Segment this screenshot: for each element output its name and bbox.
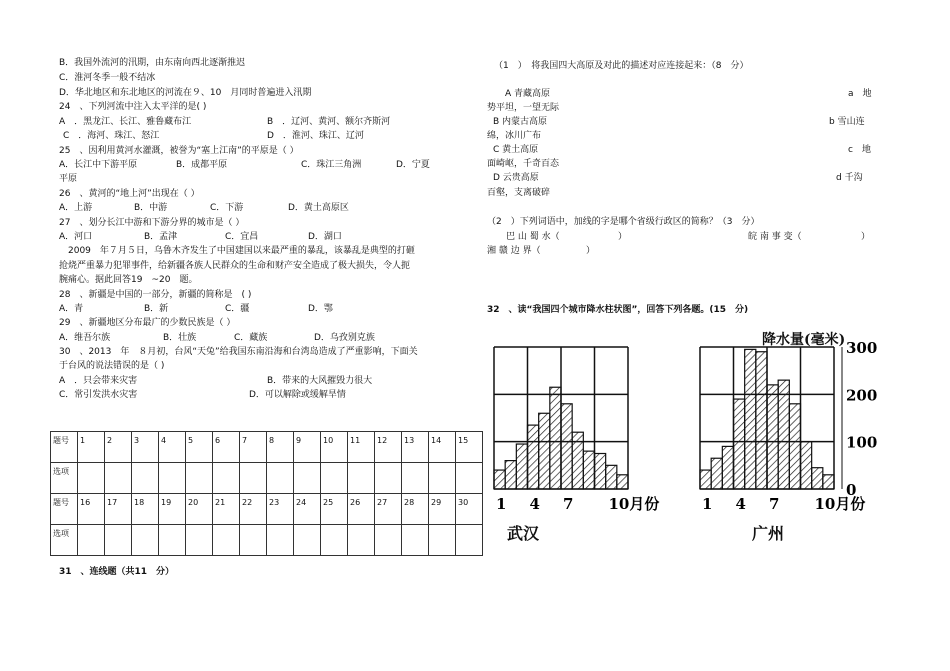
answer-cell[interactable]	[375, 525, 402, 556]
plateau-d-desc-rest: 百壑，支离破碎	[487, 188, 551, 198]
q31-part2-title: （2 ）下列词语中，加线的字是哪个省级行政区的简称？（3 分）	[487, 217, 760, 227]
plateau-a-desc-rest: 势平坦，一望无际	[487, 103, 560, 113]
bar-month-10	[801, 442, 812, 489]
answer-cell[interactable]	[348, 525, 375, 556]
question-number-cell: 20	[186, 494, 213, 525]
question-number-cell: 10	[321, 432, 348, 463]
y-tick-label: 0	[846, 481, 857, 499]
q29-option-c: C．藏族	[234, 333, 268, 343]
q28-option-c: C．疆	[225, 304, 250, 314]
q31-title: 31 、连线题（共11 分）	[59, 567, 175, 577]
bar-month-12	[617, 475, 628, 489]
answer-cell[interactable]	[213, 525, 240, 556]
bar-month-4	[734, 399, 745, 489]
answer-table-row	[51, 494, 483, 525]
answer-cell[interactable]	[186, 463, 213, 494]
q28-option-a: A．青	[59, 304, 84, 314]
question-number-cell: 26	[348, 494, 375, 525]
answer-cell[interactable]	[456, 525, 483, 556]
y-tick-label: 200	[846, 386, 878, 405]
answer-cell[interactable]	[240, 463, 267, 494]
answer-cell[interactable]	[456, 463, 483, 494]
question-number-cell: 1	[78, 432, 105, 463]
q2-item-2-close: ）	[861, 232, 871, 242]
answer-table-header-cell: 题号	[51, 432, 78, 463]
answer-cell[interactable]	[294, 525, 321, 556]
question-number-cell: 11	[348, 432, 375, 463]
q26-option-d: D．黄土高原区	[288, 203, 349, 213]
q29-option-b: B．壮族	[163, 333, 197, 343]
answer-cell[interactable]	[213, 463, 240, 494]
q26-option-a: A．上游	[59, 203, 93, 213]
q28-stem: 28 、新疆是中国的一部分，新疆的简称是 ( )	[59, 290, 252, 300]
q24-option-a: A ．黑龙江、长江、雅鲁藏布江	[59, 117, 192, 127]
q25-stem: 25 、因利用黄河水灌溉，被誉为“塞上江南”的平原是（ ）	[59, 146, 299, 156]
bar-month-1	[494, 470, 505, 489]
answer-table-row	[51, 525, 483, 556]
bar-month-9	[583, 451, 594, 489]
q26-option-c: C．下游	[210, 203, 244, 213]
question-number-cell: 7	[240, 432, 267, 463]
question-number-cell: 23	[267, 494, 294, 525]
q30-option-a: A ．只会带来灾害	[59, 376, 138, 386]
q24-stem: 24 、下列河流中注入太平洋的是( )	[59, 102, 207, 112]
answer-table-row	[51, 432, 483, 463]
question-number-cell: 15	[456, 432, 483, 463]
answer-cell[interactable]	[105, 463, 132, 494]
answer-cell[interactable]	[132, 525, 159, 556]
bar-month-9	[789, 404, 800, 489]
plateau-a-name: A 青藏高原	[505, 89, 551, 99]
x-tick-label: 10月份	[608, 495, 660, 513]
question-number-cell: 5	[186, 432, 213, 463]
q27-option-b: B．孟津	[144, 232, 178, 242]
q31-part1-title: （1 ） 将我国四大高原及对此的描述对应连接起来：（8 分）	[494, 61, 749, 71]
q25-option-d: D．宁夏	[396, 160, 430, 170]
answer-cell[interactable]	[375, 463, 402, 494]
question-number-cell: 30	[456, 494, 483, 525]
bar-month-12	[823, 475, 834, 489]
x-tick-label: 7	[563, 495, 574, 513]
q28-option-b: B．新	[144, 304, 169, 314]
q2-item-1-label: 巴 山 蜀 水（	[506, 232, 560, 242]
q2-item-2-label: 皖 南 事 变（	[748, 232, 802, 242]
answer-cell[interactable]	[429, 463, 456, 494]
bar-month-10	[595, 454, 606, 490]
question-number-cell: 21	[213, 494, 240, 525]
answer-cell[interactable]	[402, 463, 429, 494]
q30-stem-1: 30 、2013 年 ８月初，台风“天兔”给我国东南沿海和台湾岛造成了严重影响，下面关	[59, 347, 418, 357]
bar-month-5	[539, 413, 550, 489]
q27-stem: 27 、划分长江中游和下游分界的城市是（ ）	[59, 218, 245, 228]
q26-option-b: B．中游	[134, 203, 168, 213]
city-label-wuhan: 武汉	[507, 524, 540, 543]
chart-title: 降水量(毫米)	[762, 332, 846, 348]
answer-cell[interactable]	[429, 525, 456, 556]
question-number-cell: 13	[402, 432, 429, 463]
question-number-cell: 2	[105, 432, 132, 463]
answer-cell[interactable]	[78, 463, 105, 494]
answer-table-header-cell: 题号	[51, 494, 78, 525]
precipitation-charts	[480, 325, 900, 555]
q2-item-3-label: 湘 赣 边 界（	[487, 246, 541, 256]
bar-month-7	[767, 385, 778, 489]
bar-month-6	[550, 387, 561, 489]
question-number-cell: 12	[375, 432, 402, 463]
bar-month-2	[505, 461, 516, 489]
q30-stem-2: 于台风的说法错误的是（ )	[59, 361, 165, 371]
bar-month-3	[722, 446, 733, 489]
q28-option-d: D．鄂	[308, 304, 333, 314]
bar-month-11	[812, 468, 823, 489]
q25-option-c: C．珠江三角洲	[301, 160, 362, 170]
answer-cell[interactable]	[132, 463, 159, 494]
bar-month-2	[711, 458, 722, 489]
question-number-cell: 22	[240, 494, 267, 525]
q25-option-b: B．成都平原	[176, 160, 228, 170]
answer-cell[interactable]	[159, 525, 186, 556]
q23-option-d: D．华北地区和东北地区的河流在９、10 月同时普遍进入汛期	[59, 88, 312, 98]
y-tick-label: 300	[846, 339, 878, 357]
q29-option-a: A．维吾尔族	[59, 333, 111, 343]
bar-month-8	[778, 380, 789, 489]
question-number-cell: 19	[159, 494, 186, 525]
answer-cell[interactable]	[78, 525, 105, 556]
plateau-b-desc-rest: 绵，冰川广布	[487, 131, 542, 141]
answer-table	[50, 431, 483, 556]
x-tick-label: 10月份	[814, 495, 866, 513]
question-number-cell: 14	[429, 432, 456, 463]
chart-0	[494, 347, 659, 513]
answer-cell[interactable]	[267, 525, 294, 556]
q30-option-b: B．带来的大风摧毁力很大	[267, 376, 373, 386]
q25-option-a: A．长江中下游平原	[59, 160, 138, 170]
q24-option-c: C ．海河、珠江、怒江	[63, 131, 160, 141]
question-number-cell: 9	[294, 432, 321, 463]
answer-cell[interactable]	[321, 525, 348, 556]
answer-table-row	[51, 463, 483, 494]
question-number-cell: 27	[375, 494, 402, 525]
passage-line-3: 腕痛心。据此回答19 ~20 题。	[59, 275, 198, 285]
question-number-cell: 6	[213, 432, 240, 463]
q29-stem: 29 、新疆地区分布最广的少数民族是（ ）	[59, 318, 236, 328]
plateau-d-name: D 云贵高原	[493, 173, 539, 183]
question-number-cell: 4	[159, 432, 186, 463]
bar-month-3	[516, 444, 527, 489]
q30-option-d: D．可以解除或缓解旱情	[249, 390, 346, 400]
question-number-cell: 28	[402, 494, 429, 525]
plateau-c-name: C 黄土高原	[493, 145, 539, 155]
x-tick-label: 4	[735, 495, 746, 513]
q23-option-c: C．淮河冬季一般不结冰	[59, 73, 156, 83]
q27-option-c: C．宜昌	[225, 232, 259, 242]
answer-cell[interactable]	[294, 463, 321, 494]
bar-month-6	[756, 352, 767, 489]
bar-month-7	[561, 404, 572, 489]
x-tick-label: 4	[529, 495, 540, 513]
answer-cell[interactable]	[321, 463, 348, 494]
passage-line-2: 抢烧严重暴力犯罪事件，给新疆各族人民群众的生命和财产安全造成了极大损失，令人扼	[59, 261, 411, 271]
plateau-b-name: B 内蒙古高原	[493, 117, 548, 127]
q26-stem: 26 、黄河的“地上河”出现在（ ）	[59, 189, 200, 199]
answer-table-header-cell: 选项	[51, 463, 78, 494]
answer-cell[interactable]	[267, 463, 294, 494]
plateau-d-desc-start: d 千沟	[836, 173, 863, 183]
chart-1	[700, 339, 877, 513]
answer-cell[interactable]	[186, 525, 213, 556]
bar-month-11	[606, 465, 617, 489]
question-number-cell: 8	[267, 432, 294, 463]
question-number-cell: 24	[294, 494, 321, 525]
plateau-c-desc-rest: 面崎岖，千奇百态	[487, 159, 560, 169]
q27-option-d: D．湖口	[308, 232, 342, 242]
answer-cell[interactable]	[159, 463, 186, 494]
answer-cell[interactable]	[105, 525, 132, 556]
bar-month-4	[528, 425, 539, 489]
bar-month-1	[700, 470, 711, 489]
q2-item-1-close: ）	[618, 232, 628, 242]
answer-cell[interactable]	[348, 463, 375, 494]
plateau-b-desc-start: b 雪山连	[829, 117, 865, 127]
x-tick-label: 7	[769, 495, 780, 513]
question-number-cell: 16	[78, 494, 105, 525]
q23-option-b: B．我国外流河的汛期，由东南向西北逐渐推迟	[59, 58, 246, 68]
q24-option-b: B ．辽河、黄河、额尔齐斯河	[267, 117, 391, 127]
q2-item-3-close: ）	[586, 246, 596, 256]
answer-table-header-cell: 选项	[51, 525, 78, 556]
bar-month-5	[745, 349, 756, 489]
bar-month-8	[572, 432, 583, 489]
answer-cell[interactable]	[240, 525, 267, 556]
q27-option-a: A．河口	[59, 232, 93, 242]
answer-cell[interactable]	[402, 525, 429, 556]
question-number-cell: 25	[321, 494, 348, 525]
x-tick-label: 1	[496, 495, 507, 513]
q30-option-c: C．常引发洪水灾害	[59, 390, 138, 400]
plateau-a-desc-start: a 地	[848, 89, 872, 99]
q32-title: 32 、读“我国四个城市降水柱状图”，回答下列各题。(15 分)	[487, 305, 749, 315]
q24-option-d: D ．淮河、珠江、辽河	[267, 131, 364, 141]
x-tick-label: 1	[702, 495, 713, 513]
plateau-c-desc-start: c 地	[848, 145, 871, 155]
passage-line-1: 2009 年７月５日，乌鲁木齐发生了中国建国以来最严重的暴乱，该暴乱是典型的打砸	[59, 246, 415, 256]
city-label-guangzhou: 广州	[752, 524, 785, 543]
q29-option-d: D．乌孜别克族	[314, 333, 375, 343]
question-number-cell: 3	[132, 432, 159, 463]
question-number-cell: 18	[132, 494, 159, 525]
y-tick-label: 100	[846, 433, 878, 452]
q25-option-d-cont: 平原	[59, 174, 78, 184]
question-number-cell: 29	[429, 494, 456, 525]
question-number-cell: 17	[105, 494, 132, 525]
